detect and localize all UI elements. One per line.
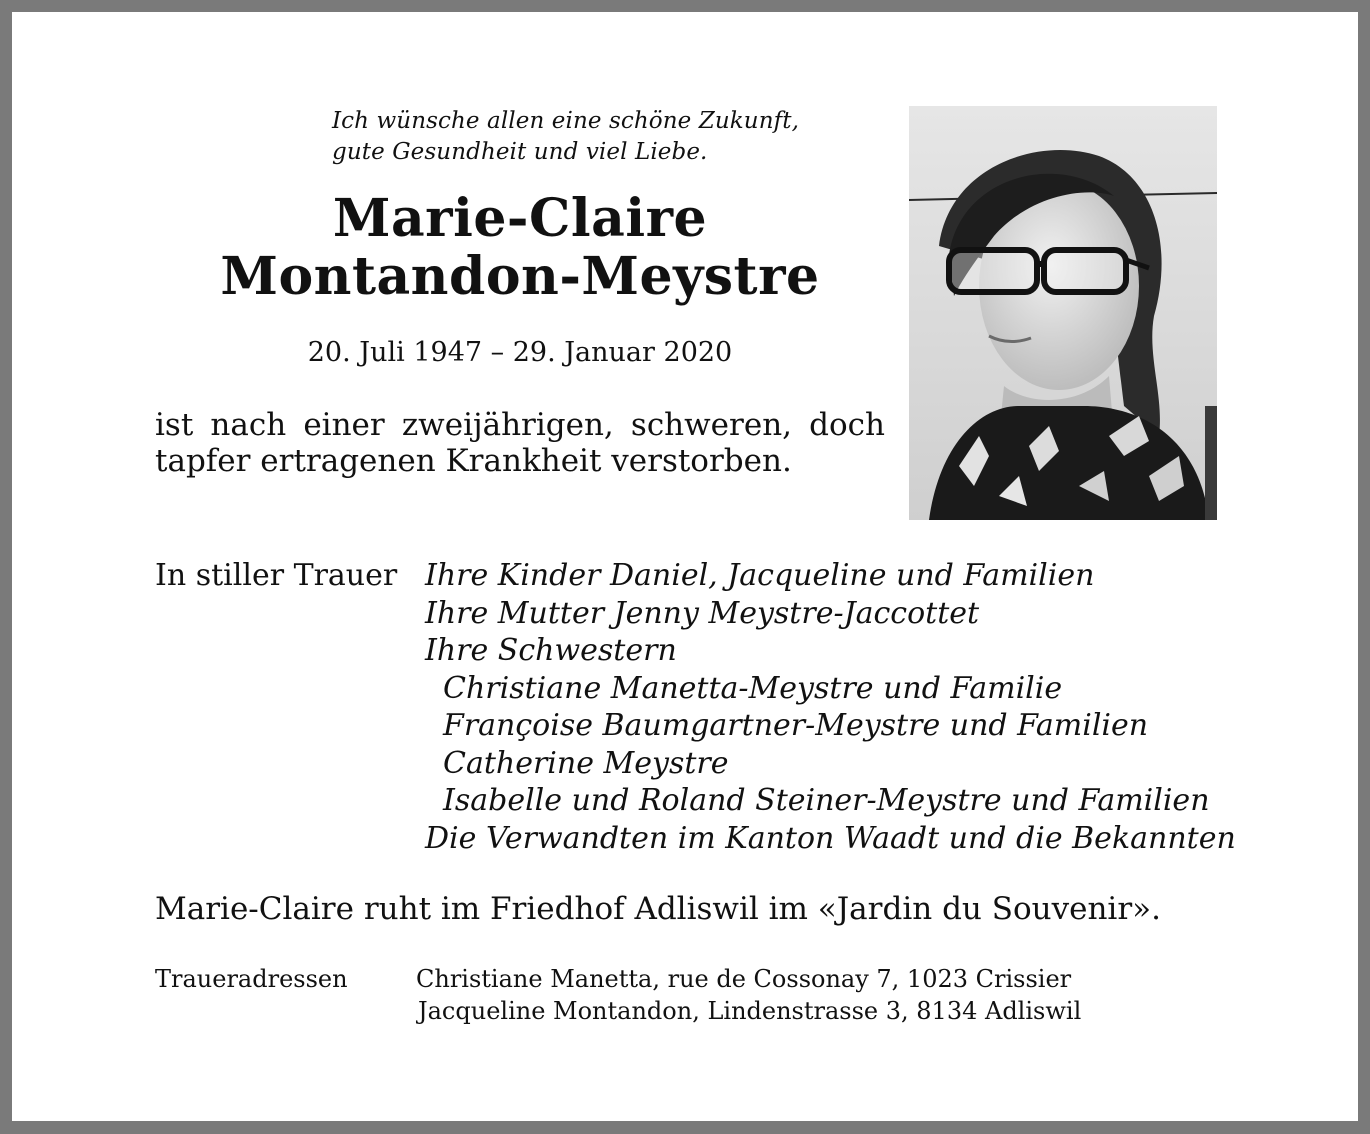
- mourner-entry: Catherine Meystre: [443, 745, 729, 781]
- deceased-name: [120, 190, 920, 306]
- mourner-entry: Françoise Baumgartner-Meystre und Familien: [443, 708, 1149, 743]
- announcement-line-2: tapfer ertragenen Krankheit verstorben.: [155, 443, 792, 479]
- mourner-entry: Ihre Kinder Daniel, Jacqueline und Familien: [425, 558, 1095, 593]
- life-dates: 20. Juli 1947 – 29. Januar 2020: [307, 337, 733, 368]
- addresses-list: [416, 963, 1081, 1027]
- motto-quote: [332, 106, 799, 168]
- address-entry: Jacqueline Montandon, Lindenstrasse 3, 8134 Adliswil: [418, 997, 1082, 1025]
- motto-line-1: Ich wünsche allen eine schöne Zukunft,: [332, 108, 799, 134]
- mourners-list: [425, 557, 1236, 857]
- obituary-page: [12, 12, 1358, 1121]
- mourner-entry: Isabelle und Roland Steiner-Meystre und Familien: [443, 783, 1210, 818]
- portrait-photo-icon: [909, 106, 1217, 520]
- address-entry: Christiane Manetta, rue de Cossonay 7, 1023 Crissier: [416, 965, 1072, 993]
- mourner-entry: Ihre Mutter Jenny Meystre-Jaccottet: [425, 595, 980, 631]
- death-announcement: [155, 407, 885, 479]
- deceased-last-name: Montandon-Meystre: [220, 246, 820, 307]
- resting-place-text: Marie-Claire ruht im Friedhof Adliswil im «Jardin du Souvenir».: [155, 891, 1161, 927]
- motto-line-2: gute Gesundheit und viel Liebe.: [332, 139, 708, 165]
- announcement-line-1: ist nach einer zweijährigen, schweren, doch: [155, 407, 885, 443]
- mourner-entry: Die Verwandten im Kanton Waadt und die Bekannten: [425, 820, 1236, 856]
- mourner-entry: Ihre Schwestern: [425, 633, 677, 668]
- mourning-label: In stiller Trauer: [155, 558, 398, 593]
- addresses-label: Traueradressen: [155, 965, 348, 993]
- deceased-first-name: Marie-Claire: [332, 188, 708, 249]
- mourner-entry: Christiane Manetta-Meystre und Familie: [443, 670, 1063, 706]
